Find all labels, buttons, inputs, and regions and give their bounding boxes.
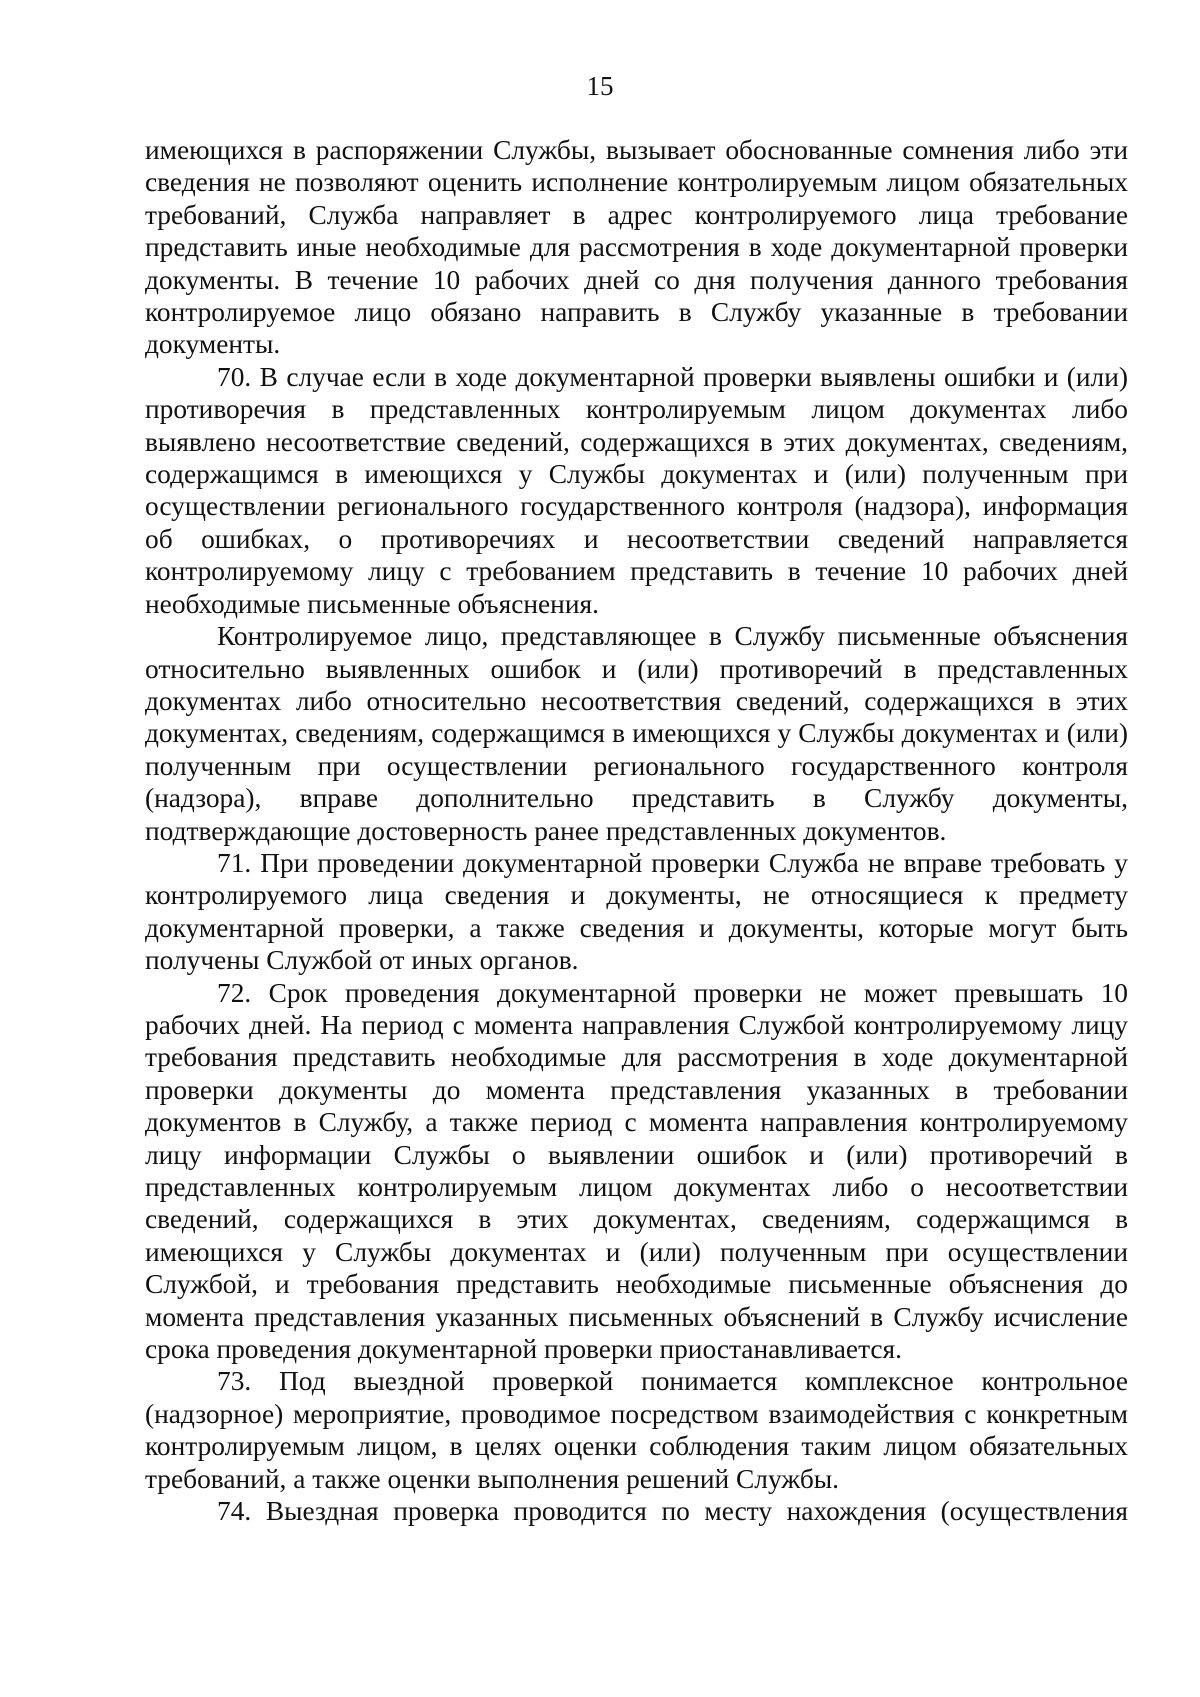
document-body xyxy=(145,134,1128,1527)
paragraph-70-explanations: Контролируемое лицо, представляющее в Службу письменные объяснения относительно выявленных ошибок и (или) противоречий в представленных документах либо относительно несоответствия сведений, содержащихся в этих документах, сведениям, содержащимся в имеющихся у Службы документах и (или) полученным при осуществлении регионального государственного контроля (надзора), вправе дополнительно представить в Службу документы, подтверждающие достоверность ранее представленных документов. xyxy=(145,621,1128,846)
paragraph-74: 74. Выездная проверка проводится по месту нахождения (осуществления xyxy=(217,1496,1128,1527)
paragraph-continuation: имеющихся в распоряжении Службы, вызывает обоснованные сомнения либо эти сведения не позволяют оценить исполнение контролируемым лицом обязательных требований, Служба направляет в адрес контролируемого лица требование представить иные необходимые для рассмотрения в ходе документарной проверки документы. В течение 10 рабочих дней со дня получения данного требования контролируемое лицо обязано направить в Службу указанные в требовании документы. xyxy=(145,135,1128,360)
paragraph-70: 70. В случае если в ходе документарной проверки выявлены ошибки и (или) противоречия в представленных контролируемым лицом документах либо выявлено несоответствие сведений, содержащихся в этих документах, сведениям, содержащимся в имеющихся у Службы документах и (или) полученным при осуществлении регионального государственного контроля (надзора), информация об ошибках, о противоречиях и несоответствии сведений направляется контролируемому лицу с требованием представить в течение 10 рабочих дней необходимые письменные объяснения. xyxy=(145,361,1128,619)
paragraph-71: 71. При проведении документарной проверки Служба не вправе требовать у контролируемого лица сведения и документы, не относящиеся к предмету документарной проверки, а также сведения и документы, которые могут быть получены Службой от иных органов. xyxy=(145,847,1128,976)
paragraph-72: 72. Срок проведения документарной проверки не может превышать 10 рабочих дней. На период с момента направления Службой контролируемому лицу требования представить необходимые для рассмотрения в ходе документарной проверки документы до момента представления указанных в требовании документов в Службу, а также период с момента направления контролируемому лицу информации Службы о выявлении ошибок и (или) противоречий в представленных контролируемым лицом документах либо о несоответствии сведений, содержащихся в этих документах, сведениям, содержащимся в имеющихся у Службы документах и (или) полученным при осуществлении Службой, и требования представить необходимые письменные объяснения до момента представления указанных письменных объяснений в Службу исчисление срока проведения документарной проверки приостанавливается. xyxy=(145,977,1128,1365)
paragraph-73: 73. Под выездной проверкой понимается комплексное контрольное (надзорное) мероприятие, проводимое посредством взаимодействия с конкретным контролируемым лицом, в целях оценки соблюдения таким лицом обязательных требований, а также оценки выполнения решений Службы. xyxy=(145,1366,1128,1494)
page-number: 15 xyxy=(586,71,614,101)
